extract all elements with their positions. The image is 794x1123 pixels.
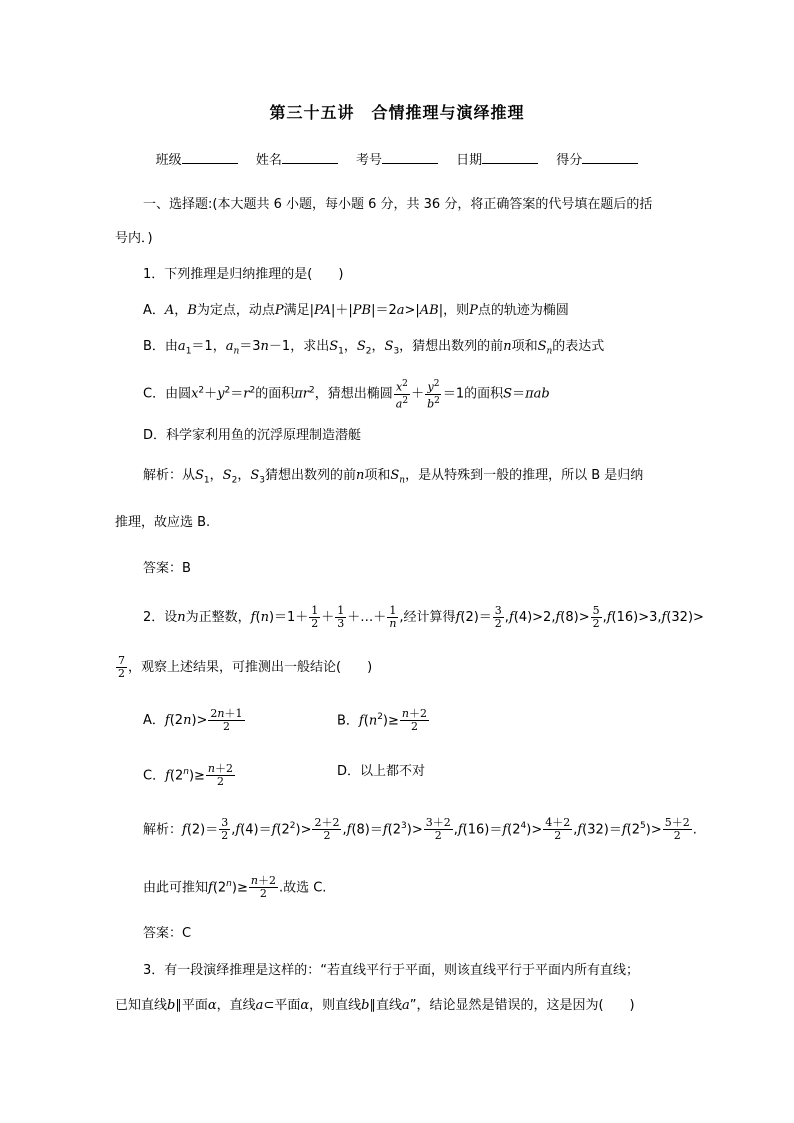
q1-c-text4: 的面积 (464, 386, 504, 402)
q2-answer: 答案：C (143, 926, 192, 941)
q1-a-label: A． (143, 303, 165, 318)
q1-option-b: B．由$a_1=1$，$a_n=3n-1$，求出$S_1$，$S_2$，$S_3$，猜想出数列的前n项和$S_n$的表达式 (143, 339, 605, 357)
page-title: 第三十五讲 合情推理与演绎推理 (269, 103, 525, 122)
q3-line1: 3．有一段演绎推理是这样的：“若直线平行于平面，则该直线平行于平面内所有直线； (143, 963, 640, 978)
q1-c-text3: ，猜想出椭圆 (314, 386, 393, 402)
q1-analysis-text2: 猜想出数列的前 (264, 468, 356, 483)
q2-conclusion-text1: 由此可推知 (143, 880, 209, 896)
score-blank (582, 151, 638, 164)
fraction: $\frac{5}{2}$ (592, 604, 600, 630)
q1-stem: 1．下列推理是归纳推理的是( ) (143, 267, 344, 282)
student-info-fields (0, 149, 794, 168)
fraction: $\frac{2+2}{2}$ (314, 816, 340, 843)
q3-text-c: ，直线 (216, 998, 256, 1013)
q1-b-text2: ，求出 (290, 339, 330, 354)
section-heading-line1: 一、选择题:(本大题共 6 小题，每小题 6 分，共 36 分，将正确答案的代号填在题后的括 (143, 197, 653, 212)
fraction: $\frac{3}{2}$ (221, 816, 229, 843)
fraction: $\frac{1}{2}$ (311, 604, 319, 630)
q2-analysis: 解析：f(2)＝ $\frac{3}{2}$ $,f(4)=f(2^2)>$ $\frac{2+2}{2}$ $,f(8)=f(2^3)>$ $\frac{3+2}{2}$ $,f(16)=f(2^4)>$ $\frac{4+2}{2}$ $,f(32)=f(2^5)>$ $\frac{5+2}{2}$ . (143, 816, 697, 843)
fraction: $\frac{3}{2}$ (494, 604, 502, 630)
q3-text-b: ∥平面 (175, 998, 208, 1013)
q2-stem-text3: 经计算得 (403, 610, 456, 625)
number-blank (382, 151, 438, 164)
fraction: $\frac{1}{n}$ (389, 604, 397, 630)
fraction: $\frac{5+2}{2}$ (664, 816, 690, 843)
q1-b-text1: B．由 (143, 339, 178, 354)
class-label: 班级 (155, 153, 182, 168)
q1-answer: 答案：B (143, 561, 191, 576)
fraction: $\frac{x^2}{a^2}$ (395, 379, 409, 411)
q1-a-text3: ，则 (443, 303, 470, 318)
class-blank (182, 151, 238, 164)
fraction: $\frac{4+2}{2}$ (545, 816, 571, 843)
name-blank (282, 151, 338, 164)
q1-analysis-text1: 解析：从 (143, 468, 196, 483)
q1-c-text1: C．由圆 (143, 386, 192, 402)
q2-option-c: C．$f(2^n)\ge$ $\frac{n+2}{2}$ (143, 762, 234, 789)
score-field (556, 149, 638, 168)
fraction: $\frac{7}{2}$ (118, 654, 125, 680)
q1-analysis-text3: 项和 (364, 468, 391, 483)
q2-stem-cont (115, 655, 372, 680)
date-blank (482, 151, 538, 164)
q3-line2: 已知直线b∥平面α，直线a⊂平面α，则直线b∥直线a”，结论显然是错误的，这是因为( ) (115, 998, 635, 1013)
q1-option-d: D．科学家利用鱼的沉浮原理制造潜艇 (143, 428, 362, 443)
number-label: 考号 (355, 153, 382, 168)
name-field (256, 149, 338, 168)
q3-text-d: ⊂平面 (263, 998, 301, 1013)
section-heading-line2: 号内．) (115, 231, 153, 246)
q2-b-label: B． (337, 713, 359, 729)
fraction: $\frac{n+2}{2}$ (250, 874, 276, 901)
fraction: $\frac{n+2}{2}$ (207, 762, 234, 789)
q1-a-text1: 为定点，动点 (196, 303, 275, 318)
q3-text-e: ，则直线 (309, 998, 362, 1013)
q2-a-label: A． (143, 713, 165, 728)
q1-b-text3: ，猜想出数列的前 (399, 339, 504, 354)
q1-b-text5: 的表达式 (552, 339, 605, 354)
q2-option-a: A．f(2n)> $\frac{2n+1}{2}$ (143, 707, 243, 733)
fraction: $\frac{1}{3}$ (337, 604, 345, 630)
q2-stem-text1: 2．设 (143, 610, 178, 625)
q1-a-text2: 满足 (283, 303, 310, 318)
q2-conclusion: 由此可推知$f(2^n)\ge$ $\frac{n+2}{2}$ .故选 C. (143, 874, 327, 901)
q3-text-g: ”，结论显然是错误的，这是因为( ) (409, 998, 635, 1013)
q2-stem: 2．设n为正整数，f(n)＝1＋ $\frac{1}{2}$ ＋ $\frac{1}{3}$ ＋…＋ $\frac{1}{n}$ ,经计算得f(2)＝ $\frac{3}{2}$ ,f(4)>2,f(8)> $\frac{5}{2}$ ,f(16)>3,f(32)> (143, 604, 704, 630)
number-field (356, 149, 438, 168)
q2-analysis-label: 解析： (143, 822, 183, 838)
q1-b-text4: 项和 (511, 339, 538, 354)
q2-c-label: C． (143, 768, 166, 784)
fraction: $\frac{2n+1}{2}$ (210, 707, 243, 733)
q2-option-d: D．以上都不对 (337, 764, 426, 779)
q1-analysis: 解析：从$S_1$，$S_2$，$S_3$猜想出数列的前n项和$S_n$，是从特殊到一般的推理，所以 B 是归纳 (143, 468, 644, 486)
date-label: 日期 (456, 153, 483, 168)
q2-conclusion-text2: .故选 C. (278, 880, 327, 896)
q2-stem-text2: 为正整数， (185, 610, 251, 625)
q1-analysis-cont: 推理，故应选 B. (115, 515, 211, 530)
score-label: 得分 (556, 153, 583, 168)
q1-option-a: A．A，B为定点，动点P满足|PA|＋|PB|＝2a>|AB|，则P点的轨迹为椭圆 (143, 303, 569, 318)
q2-option-b: B．$f(n^2)\ge$ $\frac{n+2}{2}$ (337, 707, 427, 734)
q2-stem-cont-text: ，观察上述结果，可推测出一般结论( ) (128, 660, 373, 675)
fraction: $\frac{3+2}{2}$ (425, 816, 451, 843)
fraction: $\frac{y^2}{b^2}$ (427, 379, 440, 411)
q1-c-text2: 的面积 (255, 386, 295, 402)
q3-text-f: ∥直线 (369, 998, 402, 1013)
fraction: $\frac{n+2}{2}$ (401, 707, 427, 734)
name-label: 姓名 (255, 153, 282, 168)
q1-analysis-text4: ，是从特殊到一般的推理，所以 B 是归纳 (405, 468, 644, 483)
date-field (456, 149, 538, 168)
q3-text-a: 已知直线 (115, 998, 168, 1013)
q1-a-text4: 点的轨迹为椭圆 (477, 303, 569, 318)
q1-option-c: C．由圆$x^2+y^2=r^2$的面积$\pi r^2$，猜想出椭圆 $\frac{x^2}{a^2}$ ＋ $\frac{y^2}{b^2}$ ＝1的面积S＝πab (143, 379, 550, 411)
class-field (156, 149, 238, 168)
